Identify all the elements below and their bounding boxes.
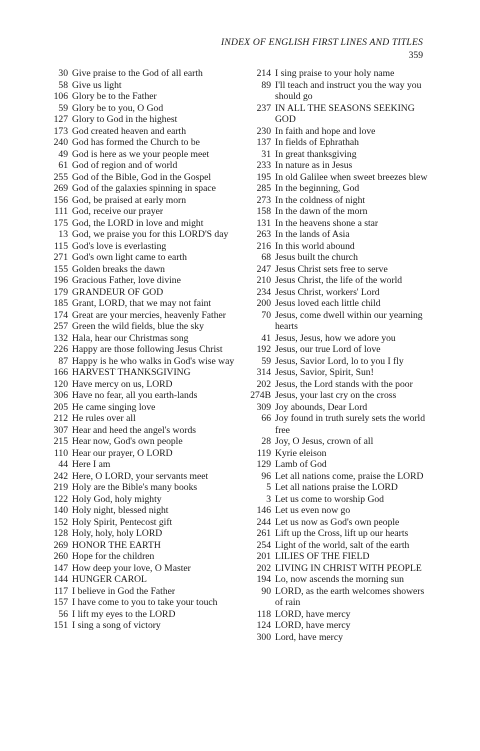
- first-line-text: Jesus, Jesus, how we adore you: [275, 332, 396, 344]
- hymn-number: 58: [58, 79, 68, 91]
- index-entry: [243, 379, 428, 391]
- index-entry: [243, 609, 428, 621]
- hymn-number: 269: [53, 539, 68, 551]
- first-line-text: Let us come to worship God: [275, 493, 384, 505]
- index-entry: [34, 126, 234, 138]
- index-entry: [34, 597, 234, 609]
- hymn-number: 119: [256, 447, 271, 459]
- index-entry: [34, 551, 234, 563]
- index-entry: [243, 149, 428, 161]
- index-entry: [243, 471, 428, 483]
- hymn-number: 247: [256, 263, 271, 275]
- hymn-number: 56: [58, 608, 68, 620]
- hymn-number: 137: [256, 137, 271, 148]
- index-entry: [243, 218, 428, 230]
- index-entry: [243, 390, 428, 402]
- hymn-number: 132: [53, 332, 68, 344]
- index-entry: [243, 310, 428, 333]
- first-line-text: Give us light: [72, 79, 122, 91]
- first-line-text: GRANDEUR OF GOD: [72, 286, 164, 298]
- hymn-number: 175: [53, 217, 68, 229]
- first-line-text: In fields of Ephrathah: [275, 137, 359, 148]
- hymn-number: 151: [53, 620, 68, 631]
- hymn-number: 260: [53, 551, 68, 562]
- index-entry: [243, 172, 428, 184]
- first-line-text: God's own light came to earth: [72, 252, 187, 263]
- index-entry: [243, 436, 428, 448]
- first-line-text: He rules over all: [72, 413, 136, 424]
- index-entry: [34, 425, 234, 437]
- first-line-text: IN ALL THE SEASONS SEEKING GOD: [275, 102, 415, 125]
- index-entry: [243, 137, 428, 149]
- hymn-number: 263: [256, 229, 271, 240]
- index-entry: [243, 356, 428, 368]
- first-line-text: HARVEST THANKSGIVING: [72, 367, 191, 378]
- hymn-number: 274B: [250, 390, 271, 401]
- first-line-text: God of the Bible, God in the Gospel: [72, 171, 212, 183]
- hymn-number: 205: [53, 401, 68, 413]
- index-entry: [34, 390, 234, 402]
- index-entry: [243, 413, 428, 436]
- index-entry: [34, 321, 234, 333]
- first-line-text: Let all nations come, praise the LORD: [275, 470, 424, 482]
- index-entry: [34, 149, 234, 161]
- first-line-text: Here, O LORD, your servants meet: [72, 470, 209, 482]
- hymn-number: 271: [53, 252, 68, 263]
- index-entry: [34, 517, 234, 529]
- first-line-text: In the dawn of the morn: [275, 206, 368, 217]
- index-entry: [243, 264, 428, 276]
- hymn-number: 192: [256, 344, 271, 355]
- index-entry: [34, 436, 234, 448]
- index-entry: [34, 298, 234, 310]
- index-entry: [34, 563, 234, 575]
- hymn-number: 240: [53, 137, 68, 148]
- index-entry: [34, 356, 234, 368]
- index-entry: [243, 402, 428, 414]
- first-line-text: Jesus, come dwell within our yearning hearts: [275, 309, 423, 332]
- first-line-text: Jesus built the church: [275, 252, 358, 263]
- first-line-text: Grant, LORD, that we may not faint: [72, 298, 212, 309]
- first-line-text: Great are your mercies, heavenly Father: [72, 309, 226, 321]
- index-entry: [34, 379, 234, 391]
- index-entry: [34, 229, 234, 241]
- index-entry: [34, 80, 234, 92]
- hymn-number: 156: [53, 194, 68, 206]
- first-line-text: God of the galaxies spinning in space: [72, 183, 216, 194]
- index-entry: [34, 620, 234, 632]
- hymn-number: 5: [266, 482, 271, 493]
- hymn-number: 306: [53, 390, 68, 401]
- first-line-text: Jesus Christ, the life of the world: [275, 275, 403, 286]
- hymn-number: 146: [256, 505, 271, 516]
- hymn-number: 314: [256, 367, 271, 378]
- first-line-text: In old Galilee when sweet breezes blew: [275, 171, 428, 183]
- index-entry: [243, 126, 428, 138]
- hymn-number: 219: [53, 482, 68, 493]
- first-line-text: He came singing love: [72, 401, 156, 413]
- first-line-text: Joy found in truth surely sets the world free: [275, 413, 426, 436]
- hymn-number: 179: [53, 286, 68, 298]
- hymn-number: 120: [53, 378, 68, 390]
- index-entry: [34, 402, 234, 414]
- hymn-number: 89: [261, 79, 271, 91]
- hymn-number: 28: [261, 436, 271, 447]
- index-entry: [243, 586, 428, 609]
- index-entry: [34, 218, 234, 230]
- first-line-text: God, be praised at early morn: [72, 194, 187, 206]
- first-line-text: In the beginning, God: [275, 183, 360, 194]
- first-line-text: Give praise to the God of all earth: [72, 68, 203, 79]
- index-entry: [243, 344, 428, 356]
- left-index-column: [34, 68, 234, 632]
- hymn-number: 147: [53, 562, 68, 574]
- index-entry: [34, 459, 234, 471]
- first-line-text: LORD, have mercy: [275, 620, 351, 631]
- hymn-number: 233: [256, 160, 271, 171]
- hymn-number: 117: [53, 585, 68, 597]
- index-entry: [243, 252, 428, 264]
- first-line-text: Gracious Father, love divine: [72, 275, 181, 286]
- hymn-number: 174: [53, 309, 68, 321]
- first-line-text: Jesus, your last cry on the cross: [275, 390, 397, 401]
- first-line-text: Holy night, blessed night: [72, 505, 169, 516]
- hymn-number: 3: [266, 493, 271, 505]
- hymn-number: 194: [256, 574, 271, 585]
- first-line-text: Hear and heed the angel's words: [72, 424, 197, 436]
- index-entry: [243, 620, 428, 632]
- hymn-number: 13: [58, 229, 68, 240]
- index-entry: [243, 494, 428, 506]
- index-entry: [243, 459, 428, 471]
- first-line-text: God created heaven and earth: [72, 125, 186, 137]
- first-line-text: In nature as in Jesus: [275, 160, 353, 171]
- hymn-number: 210: [256, 275, 271, 286]
- hymn-number: 122: [53, 493, 68, 505]
- hymn-number: 166: [53, 367, 68, 378]
- hymn-number: 127: [53, 114, 68, 125]
- hymn-number: 70: [261, 309, 271, 321]
- first-line-text: HONOR THE EARTH: [72, 539, 161, 551]
- hymn-number: 257: [53, 321, 68, 332]
- first-line-text: LORD, as the earth welcomes showers of rain: [275, 585, 425, 608]
- hymn-number: 261: [256, 528, 271, 539]
- index-entry: [243, 505, 428, 517]
- hymn-number: 61: [58, 160, 68, 171]
- first-line-text: In the coldness of night: [275, 194, 366, 206]
- hymn-number: 195: [256, 171, 271, 183]
- first-line-text: Lord, have mercy: [275, 631, 343, 643]
- hymn-number: 244: [256, 516, 271, 528]
- index-entry: [243, 103, 428, 126]
- index-entry: [243, 195, 428, 207]
- index-entry: [34, 264, 234, 276]
- index-entry: [34, 103, 234, 115]
- index-entry: [243, 528, 428, 540]
- first-line-text: LILIES OF THE FIELD: [275, 551, 370, 562]
- first-line-text: God is here as we your people meet: [72, 148, 210, 160]
- first-line-text: Jesus, our true Lord of love: [275, 344, 381, 355]
- first-line-text: I have come to you to take your touch: [72, 597, 218, 608]
- first-line-text: Jesus, the Lord stands with the poor: [275, 378, 413, 390]
- first-line-text: Hear now, God's own people: [72, 436, 183, 447]
- hymn-number: 255: [53, 171, 68, 183]
- first-line-text: Glory be to you, O God: [72, 102, 164, 114]
- index-entry: [243, 551, 428, 563]
- index-entry: [34, 574, 234, 586]
- index-entry: [243, 275, 428, 287]
- first-line-text: Joy abounds, Dear Lord: [275, 401, 368, 413]
- hymn-number: 106: [53, 91, 68, 102]
- hymn-number: 155: [53, 263, 68, 275]
- hymn-number: 242: [53, 470, 68, 482]
- first-line-text: God has formed the Church to be: [72, 137, 200, 148]
- index-entry: [243, 80, 428, 103]
- hymn-number: 269: [53, 183, 68, 194]
- first-line-text: I sing praise to your holy name: [275, 68, 395, 79]
- index-entry: [34, 68, 234, 80]
- first-line-text: I sing a song of victory: [72, 620, 161, 631]
- first-line-text: Holy Spirit, Pentecost gift: [72, 516, 173, 528]
- hymn-number: 41: [261, 332, 271, 344]
- index-entry: [34, 183, 234, 195]
- hymn-number: 215: [53, 436, 68, 447]
- hymn-number: 254: [256, 539, 271, 551]
- index-entry: [34, 206, 234, 218]
- index-entry: [243, 448, 428, 460]
- first-line-text: God's love is everlasting: [72, 240, 167, 252]
- index-entry: [34, 333, 234, 345]
- index-entry: [34, 172, 234, 184]
- page-header: [221, 36, 423, 62]
- first-line-text: I believe in God the Father: [72, 585, 176, 597]
- first-line-text: God of region and of world: [72, 160, 178, 171]
- first-line-text: In this world abound: [275, 240, 355, 252]
- first-line-text: Joy, O Jesus, crown of all: [275, 436, 374, 447]
- index-entry: [34, 482, 234, 494]
- index-entry: [243, 563, 428, 575]
- first-line-text: God, receive our prayer: [72, 206, 164, 217]
- first-line-text: LIVING IN CHRIST WITH PEOPLE: [275, 562, 422, 574]
- index-entry: [34, 91, 234, 103]
- index-entry: [34, 344, 234, 356]
- index-entry: [243, 574, 428, 586]
- index-entry: [243, 333, 428, 345]
- hymn-number: 202: [256, 378, 271, 390]
- index-entry: [34, 137, 234, 149]
- first-line-text: Have mercy on us, LORD: [72, 378, 173, 390]
- hymn-number: 90: [261, 585, 271, 597]
- index-entry: [243, 517, 428, 529]
- first-line-text: Happy is he who walks in God's wise way: [72, 355, 235, 367]
- first-line-text: Holy, holy, holy LORD: [72, 528, 163, 539]
- first-line-text: Glory be to the Father: [72, 91, 157, 102]
- hymn-number: 273: [256, 194, 271, 206]
- hymn-number: 31: [261, 148, 271, 160]
- hymn-number: 144: [53, 574, 68, 585]
- first-line-text: Jesus Christ sets free to serve: [275, 263, 388, 275]
- first-line-text: I lift my eyes to the LORD: [72, 608, 176, 620]
- first-line-text: Lo, now ascends the morning sun: [275, 574, 404, 585]
- first-line-text: God, we praise you for this LORD'S day: [72, 229, 229, 240]
- index-entry: [34, 275, 234, 287]
- index-entry: [243, 206, 428, 218]
- hymn-number: 285: [256, 183, 271, 194]
- index-entry: [34, 448, 234, 460]
- index-entry: [34, 310, 234, 322]
- hymn-number: 300: [256, 631, 271, 643]
- hymn-number: 110: [53, 447, 68, 459]
- first-line-text: Let us even now go: [275, 505, 351, 516]
- index-entry: [243, 298, 428, 310]
- hymn-number: 59: [58, 102, 68, 114]
- index-title: INDEX OF ENGLISH FIRST LINES AND TITLES: [221, 37, 423, 48]
- index-entry: [243, 68, 428, 80]
- first-line-text: Lift up the Cross, lift up our hearts: [275, 528, 409, 539]
- hymn-number: 196: [53, 275, 68, 286]
- first-line-text: Glory to God in the highest: [72, 114, 178, 125]
- first-line-text: Hear our prayer, O LORD: [72, 447, 173, 459]
- first-line-text: Hala, hear our Christmas song: [72, 332, 189, 344]
- index-entry: [34, 160, 234, 172]
- first-line-text: Holy God, holy mighty: [72, 493, 162, 505]
- hymn-number: 201: [256, 551, 271, 562]
- index-entry: [34, 505, 234, 517]
- index-entry: [34, 287, 234, 299]
- index-entry: [243, 632, 428, 644]
- first-line-text: Jesus loved each little child: [275, 298, 381, 309]
- hymn-number: 214: [256, 68, 271, 79]
- index-entry: [243, 160, 428, 172]
- index-entry: [34, 494, 234, 506]
- hymn-number: 96: [261, 470, 271, 482]
- hymn-number: 49: [58, 148, 68, 160]
- hymn-number: 66: [261, 413, 271, 424]
- index-entry: [34, 413, 234, 425]
- hymn-number: 216: [256, 240, 271, 252]
- hymn-number: 140: [53, 505, 68, 516]
- first-line-text: In the heavens shone a star: [275, 217, 379, 229]
- hymn-number: 158: [256, 206, 271, 217]
- index-entry: [243, 540, 428, 552]
- first-line-text: In the lands of Asia: [275, 229, 350, 240]
- hymn-number: 124: [256, 620, 271, 631]
- hymn-number: 30: [58, 68, 68, 79]
- hymn-number: 129: [256, 459, 271, 470]
- first-line-text: Jesus, Savior Lord, lo to you I fly: [275, 355, 404, 367]
- index-entry: [243, 482, 428, 494]
- first-line-text: In faith and hope and love: [275, 125, 376, 137]
- hymn-number: 212: [53, 413, 68, 424]
- index-entry: [34, 586, 234, 598]
- hymn-number: 157: [53, 597, 68, 608]
- first-line-text: Jesus, Savior, Spirit, Sun!: [275, 367, 374, 378]
- hymn-number: 118: [256, 608, 271, 620]
- index-entry: [34, 241, 234, 253]
- index-entry: [243, 183, 428, 195]
- index-entry: [34, 609, 234, 621]
- first-line-text: Golden breaks the dawn: [72, 263, 165, 275]
- first-line-text: Happy are those following Jesus Christ: [72, 344, 223, 355]
- hymn-number: 68: [261, 252, 271, 263]
- hymn-number: 115: [53, 240, 68, 252]
- index-entry: [34, 471, 234, 483]
- hymn-number: 128: [53, 528, 68, 539]
- first-line-text: Kyrie eleison: [275, 447, 327, 459]
- first-line-text: LORD, have mercy: [275, 608, 351, 620]
- first-line-text: Green the wild fields, blue the sky: [72, 321, 204, 332]
- index-entry: [34, 528, 234, 540]
- index-entry: [243, 287, 428, 299]
- index-entry: [34, 367, 234, 379]
- index-entry: [243, 367, 428, 379]
- hymn-number: 226: [53, 344, 68, 355]
- hymn-number: 59: [261, 355, 271, 367]
- first-line-text: Light of the world, salt of the earth: [275, 539, 410, 551]
- hymn-number: 111: [54, 206, 68, 217]
- index-entry: [34, 114, 234, 126]
- hymn-number: 131: [256, 217, 271, 229]
- hymn-number: 44: [58, 459, 68, 470]
- hymn-number: 185: [53, 298, 68, 309]
- first-line-text: Jesus Christ, workers' Lord: [275, 286, 380, 298]
- right-index-column: [243, 68, 428, 643]
- hymn-number: 87: [58, 355, 68, 367]
- page-number: 359: [408, 50, 423, 61]
- hymn-number: 200: [256, 298, 271, 309]
- first-line-text: Hope for the children: [72, 551, 155, 562]
- hymn-number: 152: [53, 516, 68, 528]
- first-line-text: In great thanksgiving: [275, 148, 357, 160]
- hymn-number: 230: [256, 125, 271, 137]
- first-line-text: Lamb of God: [275, 459, 327, 470]
- first-line-text: God, the LORD in love and might: [72, 217, 204, 229]
- hymn-number: 309: [256, 401, 271, 413]
- first-line-text: Let all nations praise the LORD: [275, 482, 398, 493]
- first-line-text: Let us now as God's own people: [275, 516, 400, 528]
- hymn-number: 307: [53, 424, 68, 436]
- index-entry: [34, 195, 234, 207]
- hymn-number: 173: [53, 125, 68, 137]
- hymn-number: 237: [256, 102, 271, 114]
- first-line-text: Holy are the Bible's many books: [72, 482, 198, 493]
- hymn-number: 202: [256, 562, 271, 574]
- hymn-number: 234: [256, 286, 271, 298]
- first-line-text: I'll teach and instruct you the way you should go: [275, 79, 422, 102]
- first-line-text: Here I am: [72, 459, 111, 470]
- first-line-text: How deep your love, O Master: [72, 562, 191, 574]
- index-entry: [243, 241, 428, 253]
- first-line-text: Have no fear, all you earth-lands: [72, 390, 198, 401]
- index-entry: [34, 540, 234, 552]
- index-entry: [243, 229, 428, 241]
- index-entry: [34, 252, 234, 264]
- first-line-text: HUNGER CAROL: [72, 574, 147, 585]
